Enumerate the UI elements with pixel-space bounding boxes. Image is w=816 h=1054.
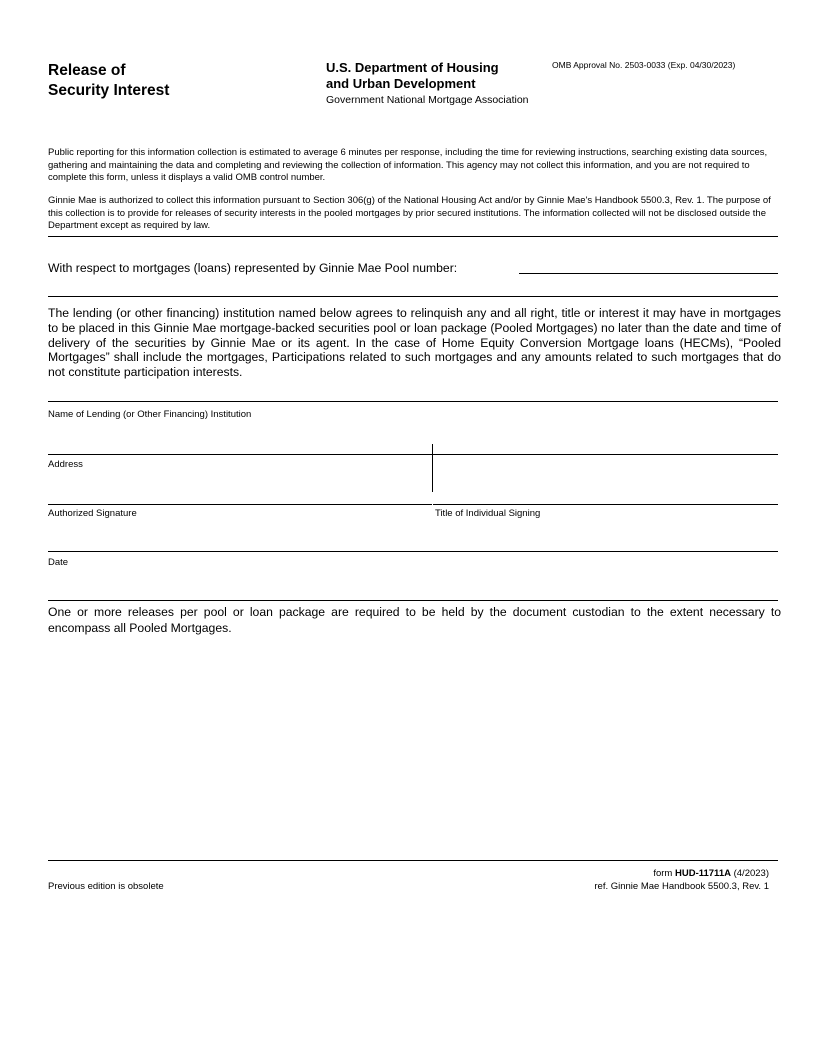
divider bbox=[48, 236, 778, 237]
form-identifier bbox=[594, 868, 769, 893]
burden-statement: Public reporting for this information collection is estimated to average 6 minutes per response, including the time for reviewing instructions, searching existing data sources, gathering and maintaining the data and completing and reviewing the collection of information. This agency may not collect this information, and you are not required to complete this form, unless it displays a valid OMB control number. bbox=[48, 147, 768, 183]
previous-edition-note: Previous edition is obsolete bbox=[48, 881, 164, 892]
custodian-note: One or more releases per pool or loan package are required to be held by the document custodian to the extent necessary to encompass all Pooled Mortgages. bbox=[48, 605, 781, 635]
agency-name-line2: and Urban Development bbox=[326, 76, 476, 91]
institution-name-field[interactable] bbox=[48, 370, 778, 402]
form-number-line bbox=[594, 868, 769, 881]
form-number: HUD-11711A bbox=[674, 868, 731, 879]
form-prefix: form bbox=[653, 868, 675, 879]
divider bbox=[48, 296, 778, 297]
institution-name-label: Name of Lending (or Other Financing) Institution bbox=[48, 409, 252, 420]
authorized-signature-field[interactable] bbox=[48, 472, 432, 505]
pool-number-prompt: With respect to mortgages (loans) represented by Ginnie Mae Pool number: bbox=[48, 261, 458, 275]
footer-divider bbox=[48, 860, 778, 861]
authority-statement: Ginnie Mae is authorized to collect this information pursuant to Section 306(g) of the National Housing Act and/or by Ginnie Mae's Handbook 5500.3, Rev. 1. The purpose of this collection is to provide for releases of security interests in the pooled mortgages by prior secured institutions. The information collected will not be disclosed outside the Department except as required by law. bbox=[48, 195, 771, 231]
form-title-line1: Release of bbox=[48, 62, 126, 79]
date-label: Date bbox=[48, 557, 69, 568]
agency-subname: Government National Mortgage Association bbox=[326, 94, 529, 106]
address-label: Address bbox=[48, 459, 83, 470]
pool-number-field[interactable] bbox=[519, 258, 778, 274]
form-title-line2: Security Interest bbox=[48, 82, 170, 99]
release-text: The lending (or other financing) institution named below agrees to relinquish any and all right, title or interest it may have in mortgages to be placed in this Ginnie Mae mortgage-backed securities pool or loan package (Pooled Mortgages) no later than the date and time of delivery of the securities by Ginnie Mae or its agent. In the case of Home Equity Conversion Mortgage loans (HECMs), “Pooled Mortgages” shall include the mortgages, Participations related to such mortgages and any amounts related to such mortgages that do not constitute participation interests. bbox=[48, 306, 781, 380]
divider bbox=[48, 600, 778, 601]
agency-block bbox=[326, 60, 529, 108]
authorized-signature-label: Authorized Signature bbox=[48, 508, 137, 519]
address-field[interactable] bbox=[48, 424, 778, 455]
signer-title-field[interactable] bbox=[433, 472, 778, 505]
agency-name-line1: U.S. Department of Housing bbox=[326, 60, 499, 75]
form-date: (4/2023) bbox=[730, 868, 769, 879]
form-title bbox=[48, 61, 169, 101]
date-field[interactable] bbox=[48, 520, 778, 552]
omb-approval: OMB Approval No. 2503-0033 (Exp. 04/30/2023) bbox=[552, 60, 736, 70]
handbook-reference: ref. Ginnie Mae Handbook 5500.3, Rev. 1 bbox=[594, 880, 769, 892]
signer-title-label: Title of Individual Signing bbox=[435, 508, 541, 519]
